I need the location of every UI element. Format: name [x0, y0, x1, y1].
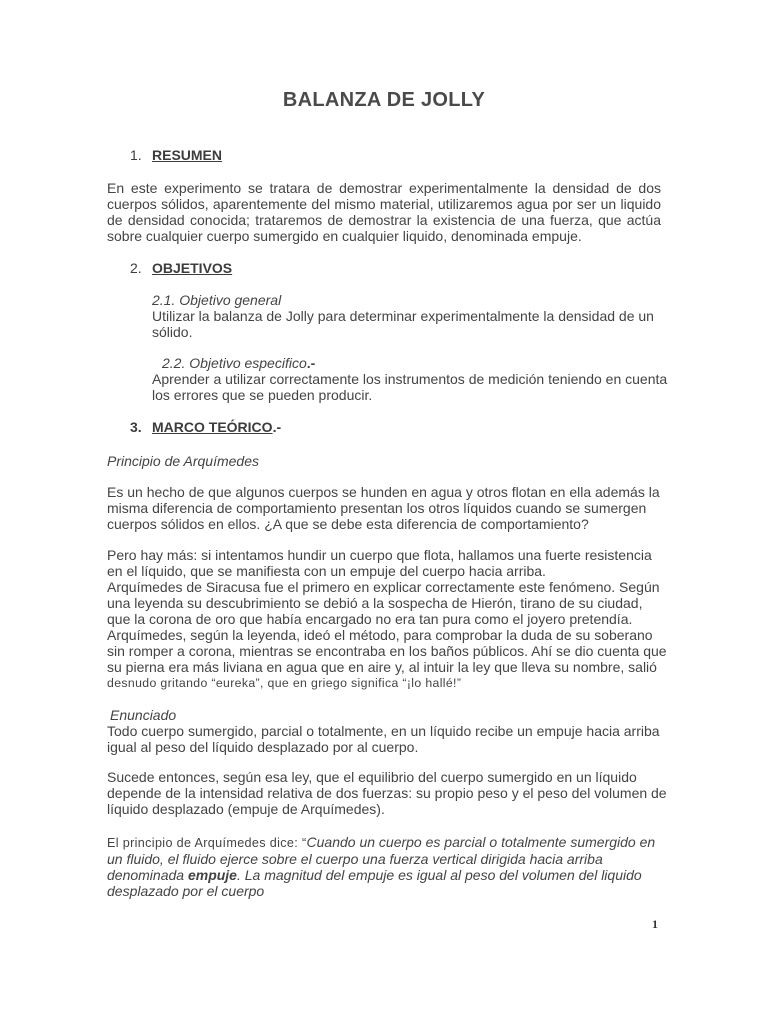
text-line: un fluido, el fluido ejerce sobre el cuerpo una fuerza vertical dirigida hacia arriba [107, 851, 603, 867]
section-number: 2. [130, 260, 142, 276]
marco-paragraph-2 [107, 547, 667, 691]
text-line: Todo cuerpo sumergido, parcial o totalmente, en un líquido recibe un empuje hacia arriba [107, 723, 660, 739]
text-line: Arquímedes de Siracusa fue el primero en explicar correctamente este fenómeno. Según [107, 579, 660, 595]
objetivo-especifico-line: Aprender a utilizar correctamente los instrumentos de medición teniendo en cuenta [152, 371, 668, 387]
section-heading-resumen [130, 147, 222, 163]
principio-quote-text: . La magnitud del empuje es igual al peso del volumen del liquido [236, 867, 642, 883]
enunciado-text [107, 723, 667, 755]
principio-quote [107, 834, 667, 899]
objetivo-general-line: sólido. [152, 324, 193, 340]
section-heading-objetivos [130, 260, 232, 276]
objetivo-especifico-suffix: .- [306, 355, 316, 371]
text-line: desnudo gritando “eureka”, que en griego significa “¡lo hallé!” [107, 676, 462, 690]
section-number: 1. [130, 147, 142, 163]
text-line: Arquímedes, según la leyenda, ideó el método, para comprobar la duda de su soberano [107, 627, 653, 643]
page-title: BALANZA DE JOLLY [282, 89, 486, 111]
text-line: desplazado por el cuerpo [107, 883, 265, 899]
text-line: cuerpos sólidos en ellos. ¿A que se debe esta diferencia de comportamiento? [107, 516, 589, 532]
enunciado-label: Enunciado [110, 707, 177, 723]
section-heading-marco [130, 419, 281, 435]
objetivo-general [152, 292, 672, 340]
text-line: en el líquido, que se manifiesta con un empuje del cuerpo hacia arriba. [107, 563, 546, 579]
objetivo-especifico-title: 2.2. Objetivo especifico [162, 355, 307, 371]
section-number: 3. [130, 419, 142, 435]
text-line: igual al peso del líquido desplazado por al cuerpo. [107, 739, 419, 755]
empuje-emphasis: empuje [187, 867, 237, 883]
text-line [107, 867, 667, 883]
resumen-paragraph: En este experimento se tratara de demostrar experimentalmente la densidad de dos cuerpos sólidos, aparentemente del mismo material, utilizaremos agua por ser un liquido de densidad conocida; trataremos de demostrar la existencia de una fuerza, que actúa sobre cualquier cuerpo sumergido en cualquier liquido, denominada empuje. [107, 180, 661, 244]
marco-paragraph-1 [107, 484, 667, 532]
objetivo-general-title: 2.1. Objetivo general [152, 292, 282, 308]
principio-intro: El principio de Arquímedes dice: “ [107, 836, 307, 850]
objetivo-especifico-line: los errores que se pueden producir. [152, 387, 373, 403]
text-line: una leyenda su descubrimiento se debió a la sospecha de Hierón, tirano de su ciudad, [107, 595, 643, 611]
section-title: RESUMEN [152, 147, 223, 163]
principio-label: Principio de Arquímedes [107, 453, 260, 469]
objetivo-especifico [152, 355, 672, 403]
page-number: 1 [652, 917, 658, 931]
text-line: líquido desplazado (empuje de Arquímedes). [107, 801, 385, 817]
principio-quote-text: Cuando un cuerpo es parcial o totalmente sumergido en [306, 834, 656, 850]
text-line: misma diferencia de comportamiento presentan los otros líquidos cuando se sumergen [107, 500, 647, 516]
text-line: Es un hecho de que algunos cuerpos se hunden en agua y otros flotan en ella además la [107, 484, 660, 500]
text-line: Pero hay más: si intentamos hundir un cuerpo que flota, hallamos una fuerte resistencia [107, 547, 652, 563]
text-line: que la corona de oro que había encargado no era tan pura como el joyero pretendía. [107, 611, 633, 627]
objetivo-general-line: Utilizar la balanza de Jolly para determinar experimentalmente la densidad de un [152, 308, 654, 324]
objetivo-especifico-heading [152, 355, 672, 371]
text-line: depende de la intensidad relativa de dos fuerzas: su propio peso y el peso del volumen de [107, 785, 667, 801]
section-title-suffix: .- [272, 419, 282, 435]
text-line: sin romper a corona, mientras se encontraba en los baños públicos. Ahí se dio cuenta que [107, 643, 667, 659]
text-line: Sucede entonces, según esa ley, que el equilibrio del cuerpo sumergido en un líquido [107, 769, 637, 785]
text-line: su pierna era más liviana en agua que en aire y, al intuir la ley que lleva su nombre, salió [107, 659, 657, 675]
section-title: OBJETIVOS [152, 260, 233, 276]
text-line [107, 834, 667, 851]
principio-quote-text: denominada [107, 867, 188, 883]
marco-paragraph-3 [107, 769, 667, 817]
section-title: MARCO TEÓRICO [152, 419, 273, 435]
